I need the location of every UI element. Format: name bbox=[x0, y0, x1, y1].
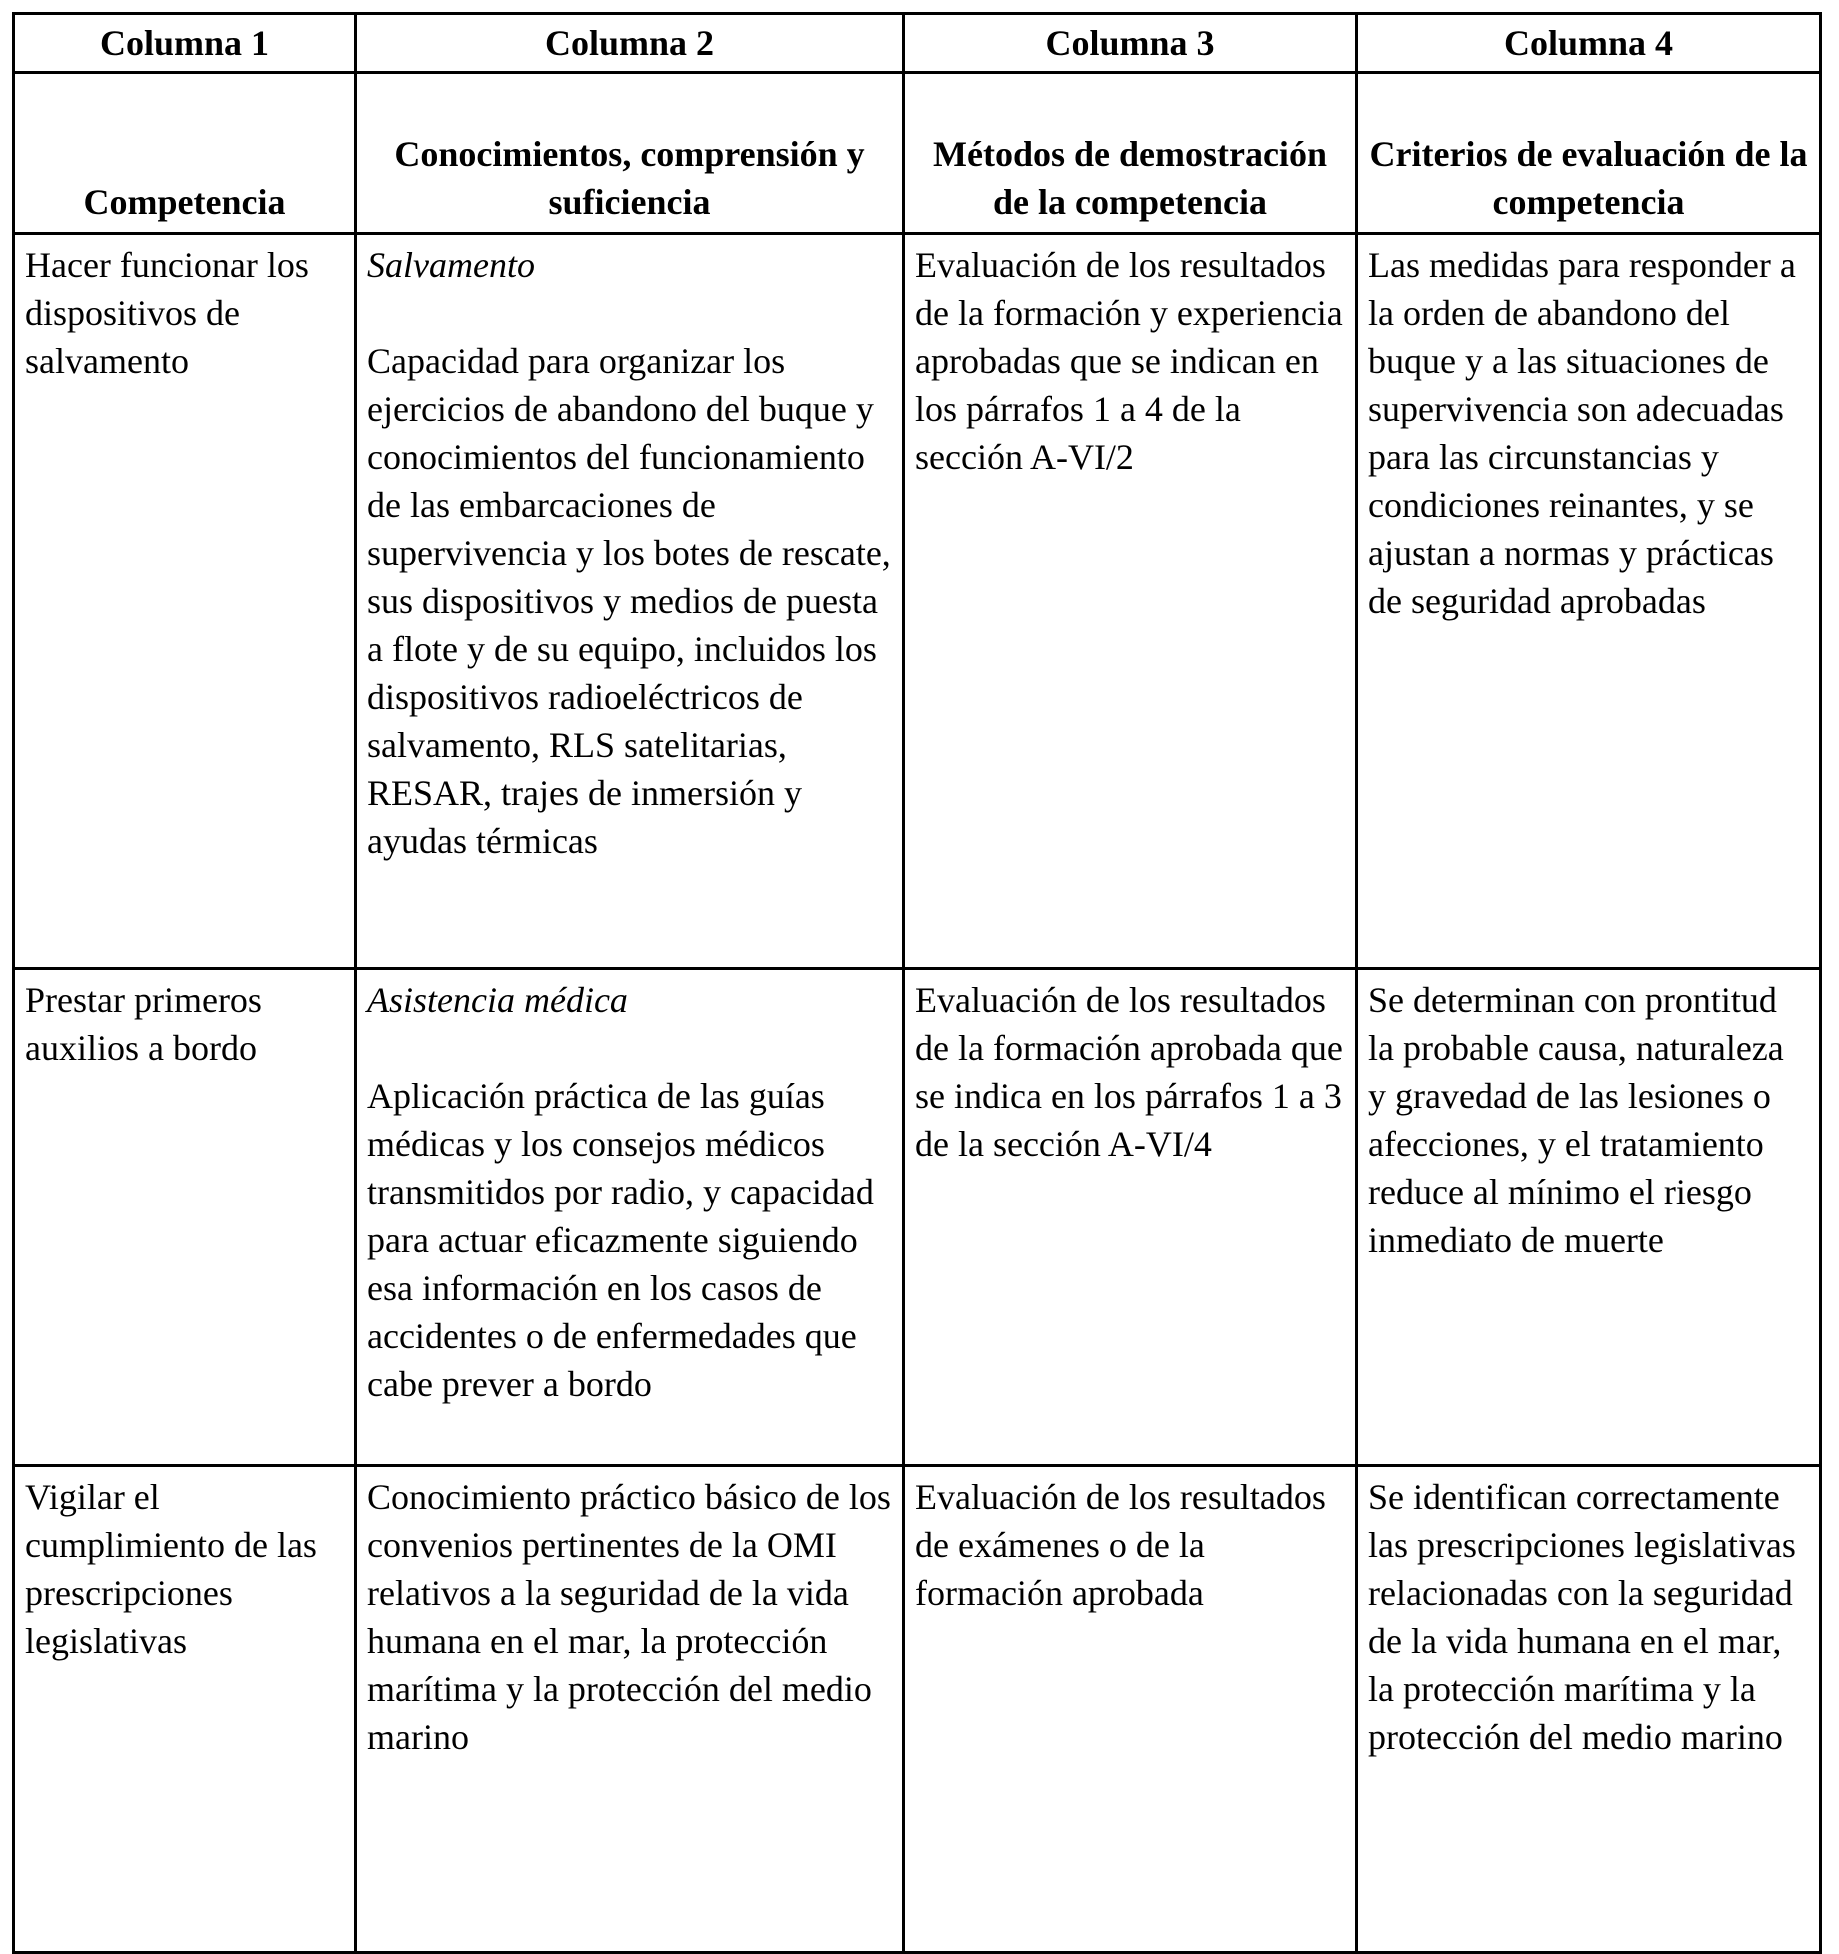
methods-cell: Evaluación de los resultados de la formación y experiencia aprobadas que se indican en los párrafos 1 a 4 de la sección A-VI/2 bbox=[904, 234, 1357, 969]
criteria-cell: Se identifican correctamente las prescripciones legislativas relacionadas con la seguridad de la vida humana en el mar, la protección marítima y la protección del medio marino bbox=[1357, 1466, 1821, 1953]
knowledge-text: Capacidad para organizar los ejercicios de abandono del buque y conocimientos del funcionamiento de las embarcaciones de supervivencia y los botes de rescate, sus dispositivos y medios de puesta a flote y de su equipo, incluidos los dispositivos radioeléctricos de salvamento, RLS satelitarias, RESAR, trajes de inmersión y ayudas térmicas bbox=[367, 341, 891, 861]
knowledge-area-title: Salvamento bbox=[367, 245, 535, 285]
document-page bbox=[12, 12, 1819, 1954]
methods-cell: Evaluación de los resultados de la formación aprobada que se indica en los párrafos 1 a 3 de la sección A-VI/4 bbox=[904, 969, 1357, 1466]
column-heading-row bbox=[14, 73, 1821, 234]
table-row bbox=[14, 969, 1821, 1466]
competence-table bbox=[12, 12, 1822, 1954]
column-number-row bbox=[14, 14, 1821, 73]
table-row bbox=[14, 234, 1821, 969]
column-number: Columna 1 bbox=[14, 14, 356, 73]
competence-cell: Prestar primeros auxilios a bordo bbox=[14, 969, 356, 1466]
criteria-cell: Se determinan con prontitud la probable causa, naturaleza y gravedad de las lesiones o afecciones, y el tratamiento reduce al mínimo el riesgo inmediato de muerte bbox=[1357, 969, 1821, 1466]
competence-cell: Hacer funcionar los dispositivos de salvamento bbox=[14, 234, 356, 969]
column-number: Columna 4 bbox=[1357, 14, 1821, 73]
spacer bbox=[367, 1024, 892, 1072]
knowledge-cell bbox=[356, 234, 904, 969]
table-row bbox=[14, 1466, 1821, 1953]
column-number: Columna 2 bbox=[356, 14, 904, 73]
knowledge-cell bbox=[356, 969, 904, 1466]
column-heading-criteria: Criterios de evaluación de la competencia bbox=[1357, 73, 1821, 234]
column-heading-methods: Métodos de demostración de la competencia bbox=[904, 73, 1357, 234]
column-number: Columna 3 bbox=[904, 14, 1357, 73]
column-heading-competence: Competencia bbox=[14, 73, 356, 234]
methods-cell: Evaluación de los resultados de exámenes o de la formación aprobada bbox=[904, 1466, 1357, 1953]
competence-cell: Vigilar el cumplimiento de las prescripciones legislativas bbox=[14, 1466, 356, 1953]
knowledge-text: Aplicación práctica de las guías médicas y los consejos médicos transmitidos por radio, y capacidad para actuar eficazmente siguiendo esa información en los casos de accidentes o de enfermedades que cabe prever a bordo bbox=[367, 1076, 874, 1404]
column-heading-knowledge: Conocimientos, comprensión y suficiencia bbox=[356, 73, 904, 234]
spacer bbox=[367, 289, 892, 337]
criteria-cell: Las medidas para responder a la orden de abandono del buque y a las situaciones de supervivencia son adecuadas para las circunstancias y condiciones reinantes, y se ajustan a normas y prácticas de seguridad aprobadas bbox=[1357, 234, 1821, 969]
knowledge-cell: Conocimiento práctico básico de los convenios pertinentes de la OMI relativos a la seguridad de la vida humana en el mar, la protección marítima y la protección del medio marino bbox=[356, 1466, 904, 1953]
knowledge-area-title: Asistencia médica bbox=[367, 980, 628, 1020]
